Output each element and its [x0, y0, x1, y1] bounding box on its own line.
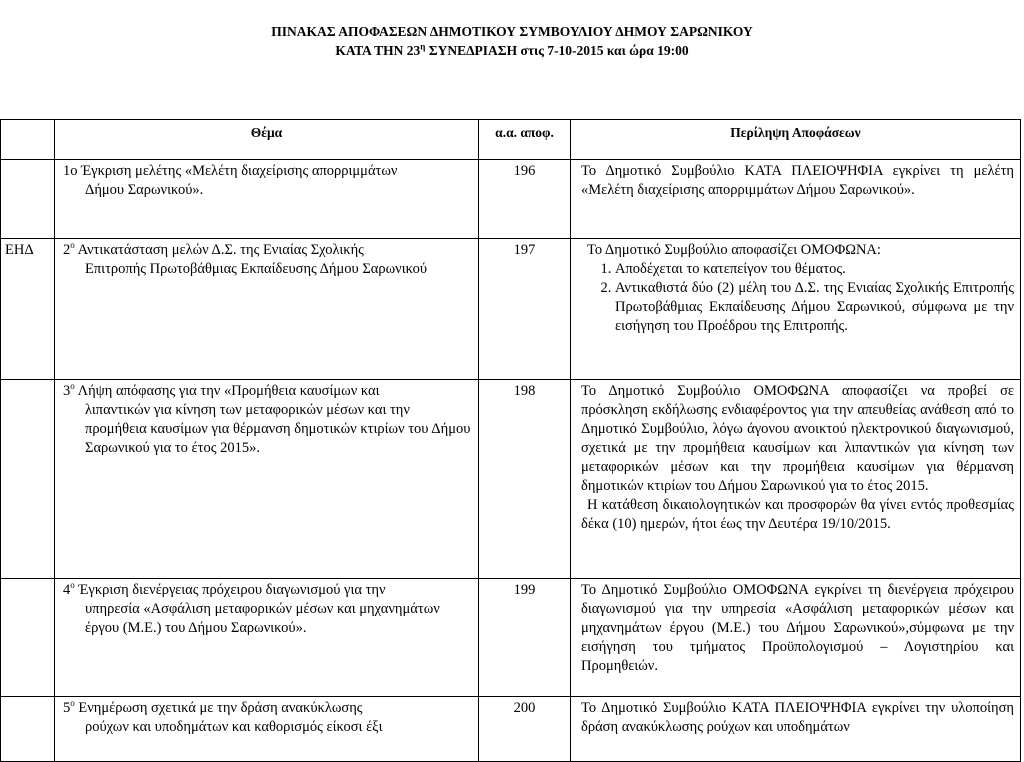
row-subject: $2^o$ Αντικατάσταση μελών Δ.Σ. της Ενιαίας Σχολικής Επιτροπής Πρωτοβάθμιας Εκπαίδευσης Δήμου Σαρωνικού: [55, 239, 479, 380]
column-header-subject: Θέμα: [55, 120, 479, 160]
row-decision-number: 196: [479, 160, 571, 239]
row-subject: $3^o$ Λήψη απόφασης για την «Προμήθεια καυσίμων και λιπαντικών για κίνηση των μεταφορικών μέσων και την προμήθεια καυσίμων για θέρμανση δημοτικών κτιρίων του Δήμου Σαρωνικού για το έτος 2015».: [55, 380, 479, 579]
row-subject: $4^o$ Έγκριση διενέργειας πρόχειρου διαγωνισμού για την υπηρεσία «Ασφάλιση μεταφορικών μέσων και μηχανημάτων έργου (Μ.Ε.) του Δήμου Σαρωνικού».: [55, 579, 479, 697]
row-decision-number: 197: [479, 239, 571, 380]
document-subtitle: ΚΑΤΑ ΤΗΝ $23^\eta$ ΣΥΝΕΔΡΙΑΣΗ στις 7-10-2015 και ώρα 19:00: [335, 41, 689, 58]
row-decision-number: 200: [479, 697, 571, 762]
row-tag: [1, 697, 55, 762]
row-summary: Το Δημοτικό Συμβούλιο αποφασίζει ΟΜΟΦΩΝΑ: 1. Αποδέχεται το κατεπείγον του θέματος. 2. Αντικαθιστά δύο (2) μέλη του Δ.Σ. της Ενιαίας Σχολικής Επιτροπής Πρωτοβάθμιας Εκπαίδευσης Δήμου Σαρωνικού, σύμφωνα με την εισήγηση του Προέδρου της Επιτροπής.: [571, 239, 1021, 380]
column-header-tag: [1, 120, 55, 160]
row-summary: Το Δημοτικό Συμβούλιο ΟΜΟΦΩΝΑ αποφασίζει να προβεί σε πρόσκληση εκδήλωσης ενδιαφέροντος για την απευθείας ανάθεση από το Δημοτικό Συμβούλιο, λόγω άγονου ανοικτού ηλεκτρονικού διαγωνισμού, σχετικά με την προμήθεια καυσίμων και λιπαντικών για κίνηση των μεταφορικών μέσων και την προμήθεια καυσίμων για θέρμανση δημοτικών κτιρίων του Δήμου Σαρωνικού για το έτος 2015. Η κατάθεση δικαιολογητικών και προσφορών θα γίνει εντός προθεσμίας δέκα (10) ημερών, ήτοι έως την Δευτέρα 19/10/2015.: [571, 380, 1021, 579]
row-summary: Το Δημοτικό Συμβούλιο ΚΑΤΑ ΠΛΕΙΟΨΗΦΙΑ εγκρίνει την υλοποίηση δράση ανακύκλωσης ρούχων και υποδημάτων: [571, 697, 1021, 762]
table-row: [1, 380, 1021, 579]
decisions-table: [0, 119, 1021, 762]
row-subject: 1ο Έγκριση μελέτης «Μελέτη διαχείρισης απορριμμάτων Δήμου Σαρωνικού».: [55, 160, 479, 239]
table-header-row: [1, 120, 1021, 160]
row-subject: $5^o$ Ενημέρωση σχετικά με την δράση ανακύκλωσης ρούχων και υποδημάτων και καθορισμός είκοσι έξι: [55, 697, 479, 762]
row-tag: ΕΗΔ: [1, 239, 55, 380]
row-tag: [1, 380, 55, 579]
column-header-summary: Περίληψη Αποφάσεων: [571, 120, 1021, 160]
table-row: [1, 160, 1021, 239]
row-summary: Το Δημοτικό Συμβούλιο ΟΜΟΦΩΝΑ εγκρίνει τη διενέργεια πρόχειρου διαγωνισμού για την υπηρεσία «Ασφάλιση μεταφορικών μέσων και μηχανημάτων έργου (Μ.Ε.) του Δήμου Σαρωνικού»,σύμφωνα με την εισήγηση του τμήματος Προϋπολογισμού – Λογιστηρίου και Προμηθειών.: [571, 579, 1021, 697]
table-row: [1, 697, 1021, 762]
row-tag: [1, 579, 55, 697]
table-row: [1, 239, 1021, 380]
column-header-decision-number: α.α. αποφ.: [479, 120, 571, 160]
list-item: 2. Αντικαθιστά δύο (2) μέλη του Δ.Σ. της Ενιαίας Σχολικής Επιτροπής Πρωτοβάθμιας Εκπαίδευσης Δήμου Σαρωνικού, σύμφωνα με την εισήγηση του Προέδρου της Επιτροπής.: [615, 279, 1014, 336]
row-tag: [1, 160, 55, 239]
row-summary: Το Δημοτικό Συμβούλιο ΚΑΤΑ ΠΛΕΙΟΨΗΦΙΑ εγκρίνει τη μελέτη «Μελέτη διαχείρισης απορριμμάτων Δήμου Σαρωνικού».: [571, 160, 1021, 239]
row-decision-number: 198: [479, 380, 571, 579]
row-decision-number: 199: [479, 579, 571, 697]
document-title: ΠΙΝΑΚΑΣ ΑΠΟΦΑΣΕΩΝ ΔΗΜΟΤΙΚΟΥ ΣΥΜΒΟΥΛΙΟΥ ΔΗΜΟΥ ΣΑΡΩΝΙΚΟΥ: [271, 24, 753, 39]
list-item: 1. Αποδέχεται το κατεπείγον του θέματος.: [615, 260, 1014, 279]
table-row: [1, 579, 1021, 697]
